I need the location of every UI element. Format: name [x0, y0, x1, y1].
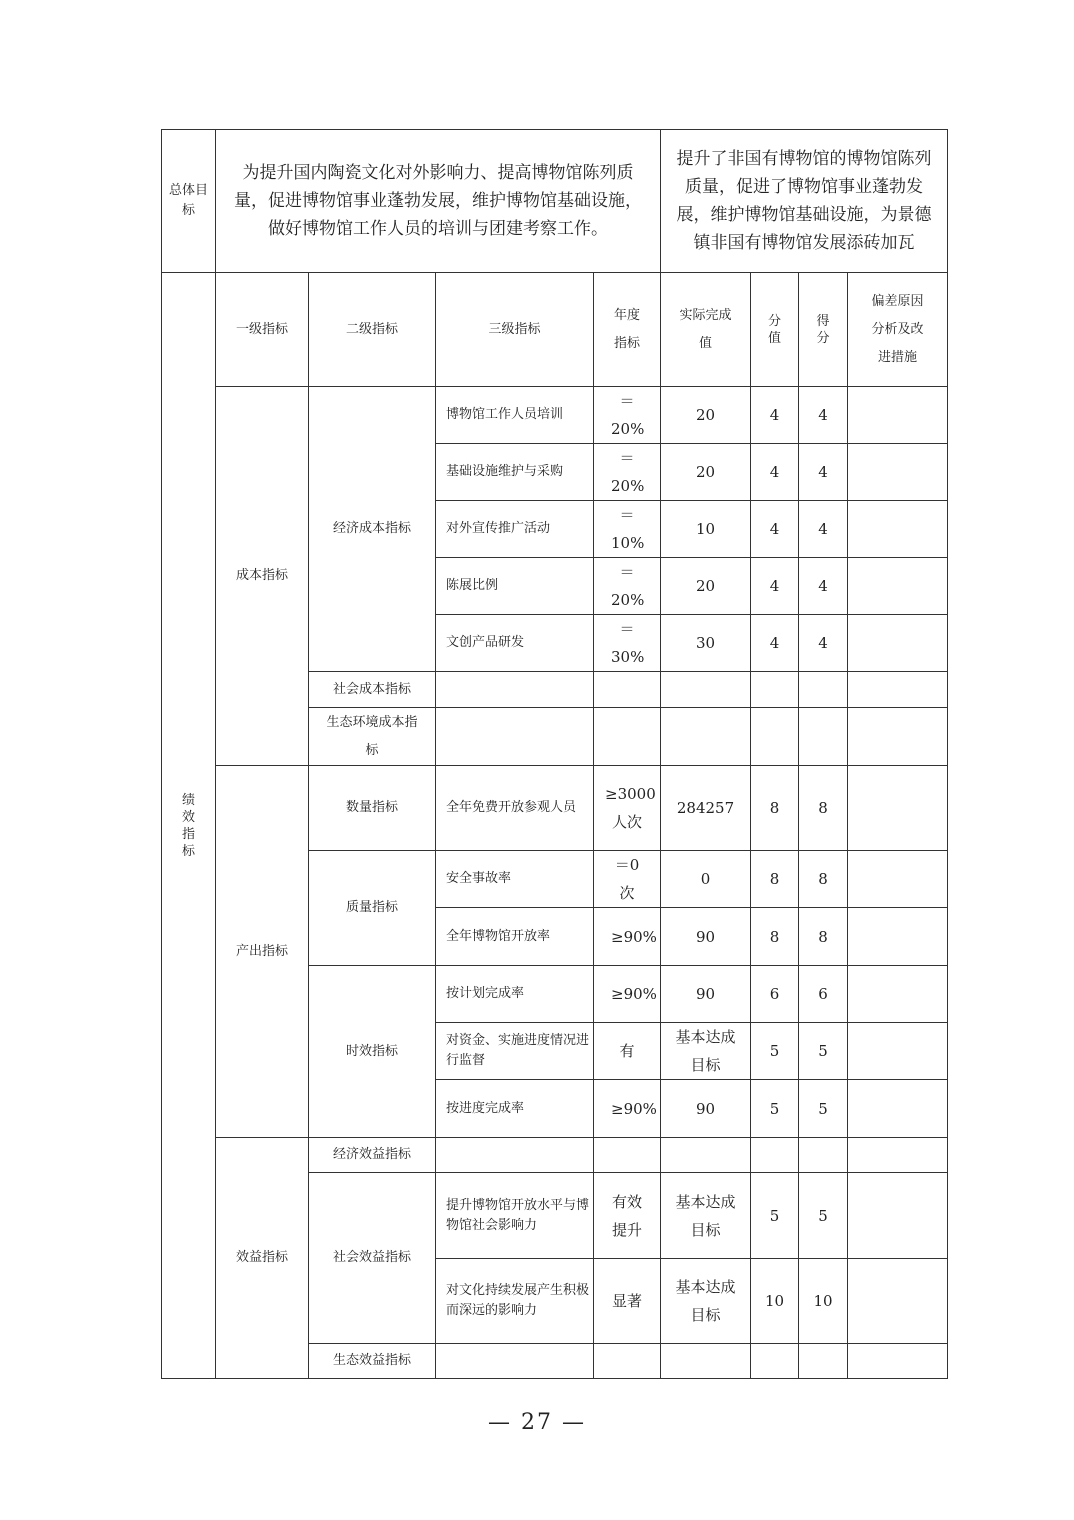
empty-cell	[661, 672, 751, 708]
row-actual: 90	[661, 966, 751, 1023]
empty-cell	[594, 1138, 661, 1173]
row-name: 安全事故率	[436, 851, 594, 908]
row-annual: ≥90%	[594, 908, 661, 966]
row-annual: ＝20%	[594, 387, 661, 444]
row-actual: 90	[661, 1080, 751, 1138]
group-benefit: 效益指标	[216, 1138, 309, 1379]
row-actual: 284257	[661, 766, 751, 851]
row-weight: 8	[751, 851, 799, 908]
row-deviation	[848, 1023, 948, 1080]
subgroup-quantity: 数量指标	[309, 766, 436, 851]
row-name: 博物馆工作人员培训	[436, 387, 594, 444]
row-annual: ≥90%	[594, 1080, 661, 1138]
header-level1: 一级指标	[216, 273, 309, 387]
row-weight: 4	[751, 444, 799, 501]
header-annual: 年度指标	[594, 273, 661, 387]
subgroup-timeliness: 时效指标	[309, 966, 436, 1138]
row-actual: 90	[661, 908, 751, 966]
row-deviation	[848, 444, 948, 501]
row-annual: 有	[594, 1023, 661, 1080]
header-score: 得分	[799, 273, 848, 387]
empty-cell	[751, 1138, 799, 1173]
row-actual: 0	[661, 851, 751, 908]
row-deviation	[848, 387, 948, 444]
group-output: 产出指标	[216, 766, 309, 1138]
subgroup-quality: 质量指标	[309, 851, 436, 966]
row-name: 按进度完成率	[436, 1080, 594, 1138]
row-deviation	[848, 615, 948, 672]
header-level3: 三级指标	[436, 273, 594, 387]
row-score: 4	[799, 615, 848, 672]
row-name: 对资金、实施进度情况进行监督	[436, 1023, 594, 1080]
row-score: 5	[799, 1080, 848, 1138]
row-weight: 6	[751, 966, 799, 1023]
row-deviation	[848, 1173, 948, 1259]
row-annual: ＝20%	[594, 558, 661, 615]
row-weight: 5	[751, 1023, 799, 1080]
header-deviation: 偏差原因分析及改进措施	[848, 273, 948, 387]
row-score: 6	[799, 966, 848, 1023]
empty-cell	[799, 672, 848, 708]
subgroup-economic-cost: 经济成本指标	[309, 387, 436, 672]
empty-cell	[594, 1344, 661, 1379]
row-deviation	[848, 966, 948, 1023]
row-name: 全年免费开放参观人员	[436, 766, 594, 851]
row-annual: ≥90%	[594, 966, 661, 1023]
row-annual: ≥3000人次	[594, 766, 661, 851]
overall-target-text: 为提升国内陶瓷文化对外影响力、提高博物馆陈列质量，促进博物馆事业蓬勃发展，维护博物馆基础设施，做好博物馆工作人员的培训与团建考察工作。	[216, 130, 661, 273]
row-weight: 4	[751, 501, 799, 558]
subgroup-eco-cost: 生态环境成本指标	[309, 708, 436, 766]
row-score: 4	[799, 558, 848, 615]
row-name: 提升博物馆开放水平与博物馆社会影响力	[436, 1173, 594, 1259]
row-name: 对文化持续发展产生积极而深远的影响力	[436, 1259, 594, 1344]
row-weight: 5	[751, 1080, 799, 1138]
empty-cell	[594, 672, 661, 708]
row-deviation	[848, 908, 948, 966]
row-name: 对外宣传推广活动	[436, 501, 594, 558]
row-deviation	[848, 851, 948, 908]
empty-cell	[751, 708, 799, 766]
header-level2: 二级指标	[309, 273, 436, 387]
row-deviation	[848, 766, 948, 851]
header-actual: 实际完成值	[661, 273, 751, 387]
group-cost: 成本指标	[216, 387, 309, 766]
row-deviation	[848, 1259, 948, 1344]
empty-cell	[436, 672, 594, 708]
empty-cell	[436, 708, 594, 766]
row-actual: 基本达成目标	[661, 1023, 751, 1080]
row-name: 文创产品研发	[436, 615, 594, 672]
performance-table	[161, 129, 948, 1379]
empty-cell	[799, 1138, 848, 1173]
empty-cell	[436, 1344, 594, 1379]
row-actual: 20	[661, 387, 751, 444]
subgroup-eco-benefit: 生态效益指标	[309, 1344, 436, 1379]
empty-cell	[594, 708, 661, 766]
row-annual: 显著	[594, 1259, 661, 1344]
row-weight: 10	[751, 1259, 799, 1344]
row-actual: 20	[661, 558, 751, 615]
row-score: 8	[799, 766, 848, 851]
row-annual: 有效提升	[594, 1173, 661, 1259]
overall-result-text: 提升了非国有博物馆的博物馆陈列质量，促进了博物馆事业蓬勃发展，维护博物馆基础设施，为景德镇非国有博物馆发展添砖加瓦	[661, 130, 948, 273]
row-score: 4	[799, 501, 848, 558]
row-score: 4	[799, 444, 848, 501]
page-number: — 27 —	[488, 1410, 586, 1435]
empty-cell	[436, 1138, 594, 1173]
empty-cell	[848, 1344, 948, 1379]
row-weight: 8	[751, 766, 799, 851]
empty-cell	[848, 1138, 948, 1173]
empty-cell	[799, 708, 848, 766]
row-annual: ＝0次	[594, 851, 661, 908]
row-score: 8	[799, 908, 848, 966]
row-score: 10	[799, 1259, 848, 1344]
row-score: 4	[799, 387, 848, 444]
empty-cell	[751, 672, 799, 708]
row-weight: 4	[751, 387, 799, 444]
header-weight: 分值	[751, 273, 799, 387]
row-name: 全年博物馆开放率	[436, 908, 594, 966]
empty-cell	[661, 708, 751, 766]
row-weight: 5	[751, 1173, 799, 1259]
row-annual: ＝10%	[594, 501, 661, 558]
row-actual: 基本达成目标	[661, 1259, 751, 1344]
row-weight: 4	[751, 558, 799, 615]
row-deviation	[848, 501, 948, 558]
row-deviation	[848, 558, 948, 615]
empty-cell	[799, 1344, 848, 1379]
empty-cell	[751, 1344, 799, 1379]
row-annual: ＝20%	[594, 444, 661, 501]
empty-cell	[661, 1138, 751, 1173]
row-actual: 20	[661, 444, 751, 501]
row-deviation	[848, 1080, 948, 1138]
empty-cell	[661, 1344, 751, 1379]
subgroup-social-cost: 社会成本指标	[309, 672, 436, 708]
row-weight: 4	[751, 615, 799, 672]
row-score: 8	[799, 851, 848, 908]
row-annual: ＝30%	[594, 615, 661, 672]
row-name: 陈展比例	[436, 558, 594, 615]
overall-target-label: 总体目标	[162, 130, 216, 273]
row-name: 按计划完成率	[436, 966, 594, 1023]
row-weight: 8	[751, 908, 799, 966]
row-score: 5	[799, 1023, 848, 1080]
subgroup-economic-benefit: 经济效益指标	[309, 1138, 436, 1173]
subgroup-social-benefit: 社会效益指标	[309, 1173, 436, 1344]
row-actual: 10	[661, 501, 751, 558]
row-name: 基础设施维护与采购	[436, 444, 594, 501]
row-score: 5	[799, 1173, 848, 1259]
row-actual: 30	[661, 615, 751, 672]
row-actual: 基本达成目标	[661, 1173, 751, 1259]
empty-cell	[848, 672, 948, 708]
perf-indicator-label: 绩效指标	[162, 273, 216, 1379]
empty-cell	[848, 708, 948, 766]
